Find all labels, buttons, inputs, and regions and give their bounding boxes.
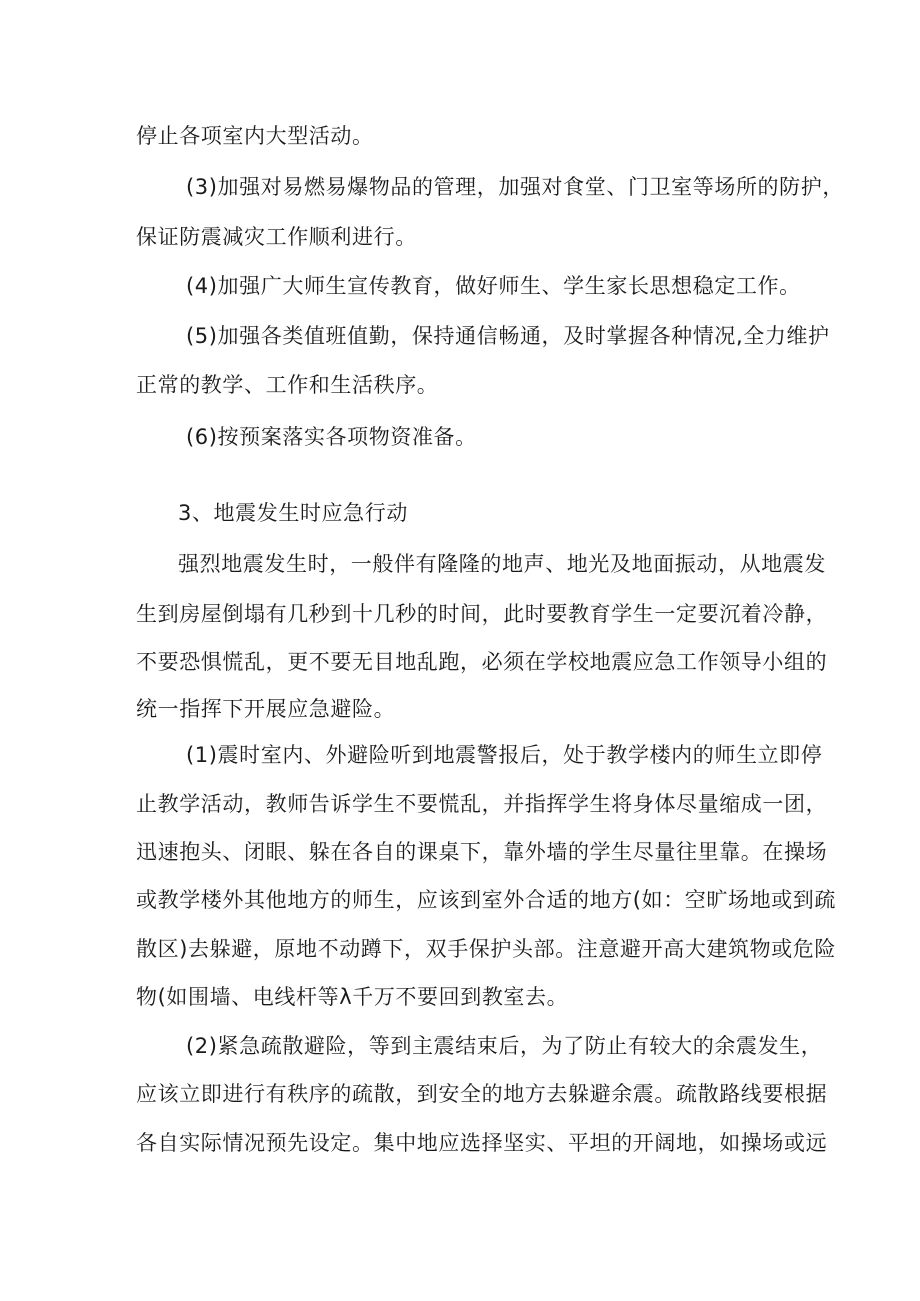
text-line: 迅速抱头、闭眼、躲在各自的课桌下，靠外墙的学生尽量往里靠。在操场: [136, 840, 828, 864]
text-line: 应该立即进行有秩序的疏散，到安全的地方去躲避余震。疏散路线要根据: [136, 1082, 828, 1106]
section-heading: 3、地震发生时应急行动: [178, 501, 408, 525]
text-line: (4)加强广大师生宣传教育，做好师生、学生家长思想稳定工作。: [186, 274, 801, 298]
text-line: 强烈地震发生时，一般伴有隆隆的地声、地光及地面振动，从地震发: [178, 552, 826, 576]
text-line: 统一指挥下开展应急避险。: [136, 697, 396, 721]
text-line: 或教学楼外其他地方的师生，应该到室外合适的地方(如：空旷场地或到疏: [136, 888, 836, 912]
text-line: 保证防震减灾工作顺利进行。: [136, 225, 417, 249]
text-line: 散区)去躲避，原地不动蹲下，双手保护头部。注意避开高大建筑物或危险: [136, 937, 836, 961]
text-line: 不要恐惧慌乱，更不要无目地乱跑，必须在学校地震应急工作领导小组的: [136, 650, 828, 674]
text-line: (2)紧急疏散避险，等到主震结束后，为了防止有较大的余震发生，: [186, 1034, 823, 1058]
text-line: (5)加强各类值班值勤，保持通信畅通，及时掌握各种情况,全力维护: [186, 324, 830, 348]
text-line: 物(如围墙、电线杆等λ千万不要回到教室去。: [136, 985, 569, 1009]
text-line: 正常的教学、工作和生活秩序。: [136, 373, 439, 397]
text-line: 各自实际情况预先设定。集中地应选择坚实、平坦的开阔地，如操场或远: [136, 1131, 828, 1155]
text-line: (6)按预案落实各项物资准备。: [186, 425, 477, 449]
text-line: 止教学活动，教师告诉学生不要慌乱，并指挥学生将身体尽量缩成一团，: [136, 792, 828, 816]
text-line: 停止各项室内大型活动。: [136, 124, 374, 148]
text-line: (1)震时室内、外避险听到地震警报后，处于教学楼内的师生立即停: [186, 743, 823, 767]
text-line: 生到房屋倒塌有几秒到十几秒的时间，此时要教育学生一定要沉着冷静，: [136, 602, 828, 626]
text-line: (3)加强对易燃易爆物品的管理，加强对食堂、门卫室等场所的防护，: [186, 175, 844, 199]
